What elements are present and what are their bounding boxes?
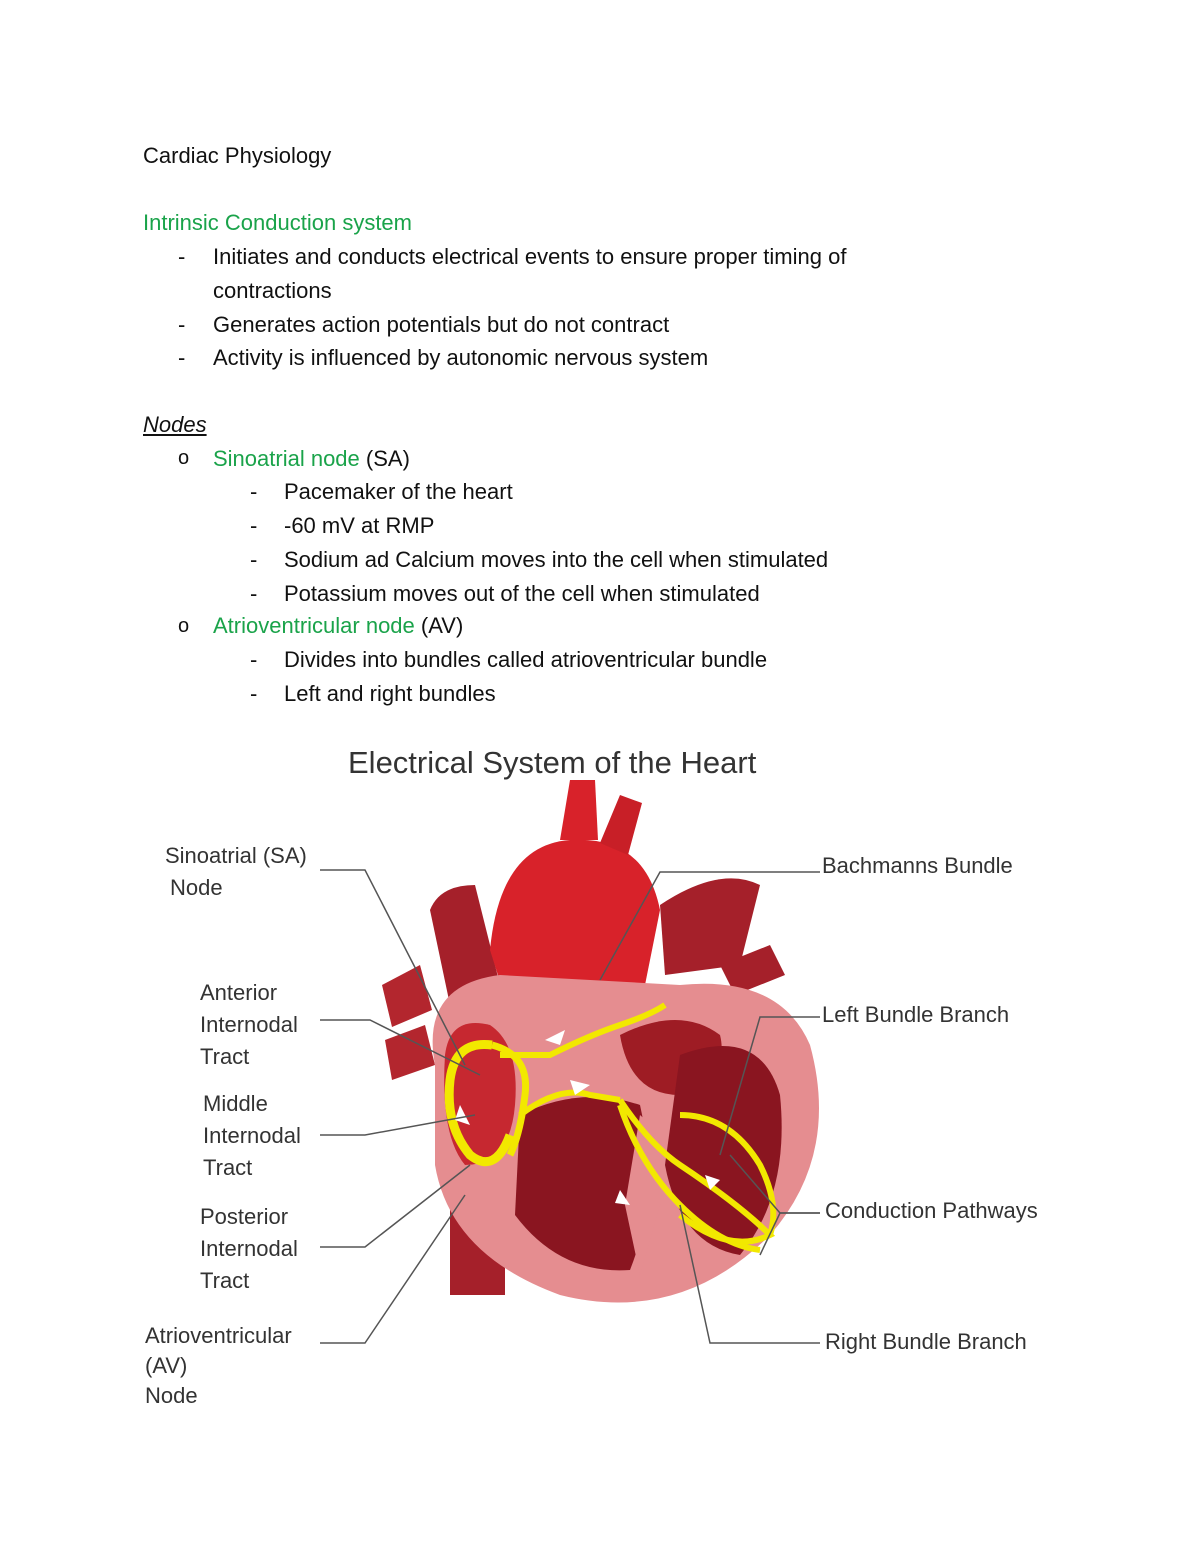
av-item: Divides into bundles called atrioventricular bundle — [284, 647, 768, 672]
sa-item: Sodium ad Calcium moves into the cell when stimulated — [284, 547, 829, 572]
figure-title: Electrical System of the Heart — [348, 745, 757, 780]
section-heading-conduction: Intrinsic Conduction system — [143, 210, 412, 235]
vessel-lower-left — [385, 1025, 435, 1080]
av-node-abbr: (AV) — [420, 613, 464, 638]
label-posterior-line1: Posterior — [200, 1204, 289, 1229]
bullet-dash: - — [250, 647, 258, 672]
label-right-bundle-branch: Right Bundle Branch — [825, 1329, 1027, 1354]
label-posterior-line2: Internodal — [200, 1236, 298, 1261]
label-av-line2: (AV) — [145, 1353, 188, 1378]
sa-node-abbr: (SA) — [365, 446, 410, 471]
circle-bullet: o — [178, 447, 190, 469]
bullet-dash: - — [178, 244, 186, 269]
bullet-dash: - — [250, 513, 258, 538]
av-item: Left and right bundles — [284, 681, 496, 706]
bullet-dash: - — [250, 547, 258, 572]
leader-line-av — [320, 1195, 465, 1343]
bullet-dash: - — [178, 345, 186, 370]
label-sa-line1: Sinoatrial (SA) — [165, 843, 307, 868]
label-middle-line3: Tract — [203, 1155, 253, 1180]
label-middle-line1: Middle — [203, 1091, 268, 1116]
nodes-heading: Nodes — [143, 412, 207, 437]
sa-node-heading — [213, 446, 410, 472]
bullet-text-continued: contractions — [213, 278, 332, 303]
sa-item: Potassium moves out of the cell when stimulated — [284, 581, 760, 606]
label-left-bundle-branch: Left Bundle Branch — [822, 1002, 1010, 1027]
bullet-dash: - — [250, 581, 258, 606]
sa-item: -60 mV at RMP — [284, 513, 435, 538]
label-anterior-line1: Anterior — [200, 980, 278, 1005]
page-title: Cardiac Physiology — [143, 143, 332, 168]
sa-node-name: Sinoatrial node — [213, 446, 360, 471]
bullet-text: Generates action potentials but do not contract — [213, 312, 670, 337]
label-anterior-line3: Tract — [200, 1044, 250, 1069]
bullet-dash: - — [250, 479, 258, 504]
aorta-branch-1 — [560, 780, 598, 840]
vessel-upper-left — [382, 965, 432, 1027]
av-node-name: Atrioventricular node — [213, 613, 415, 638]
bullet-dash: - — [250, 681, 258, 706]
heart-diagram — [120, 735, 1080, 1425]
sa-item: Pacemaker of the heart — [284, 479, 513, 504]
circle-bullet: o — [178, 615, 190, 637]
label-bachmanns: Bachmanns Bundle — [822, 853, 1013, 878]
label-anterior-line2: Internodal — [200, 1012, 298, 1037]
av-node-heading — [213, 613, 463, 639]
bullet-text: Activity is influenced by autonomic nervous system — [213, 345, 709, 370]
label-middle-line2: Internodal — [203, 1123, 301, 1148]
label-sa-line2: Node — [170, 875, 223, 900]
label-conduction-pathways: Conduction Pathways — [825, 1198, 1038, 1223]
label-av-line3: Node — [145, 1383, 198, 1408]
label-posterior-line3: Tract — [200, 1268, 250, 1293]
bullet-text: Initiates and conducts electrical events to ensure proper timing of — [213, 244, 847, 269]
bullet-dash: - — [178, 312, 186, 337]
label-av-line1: Atrioventricular — [145, 1323, 292, 1348]
